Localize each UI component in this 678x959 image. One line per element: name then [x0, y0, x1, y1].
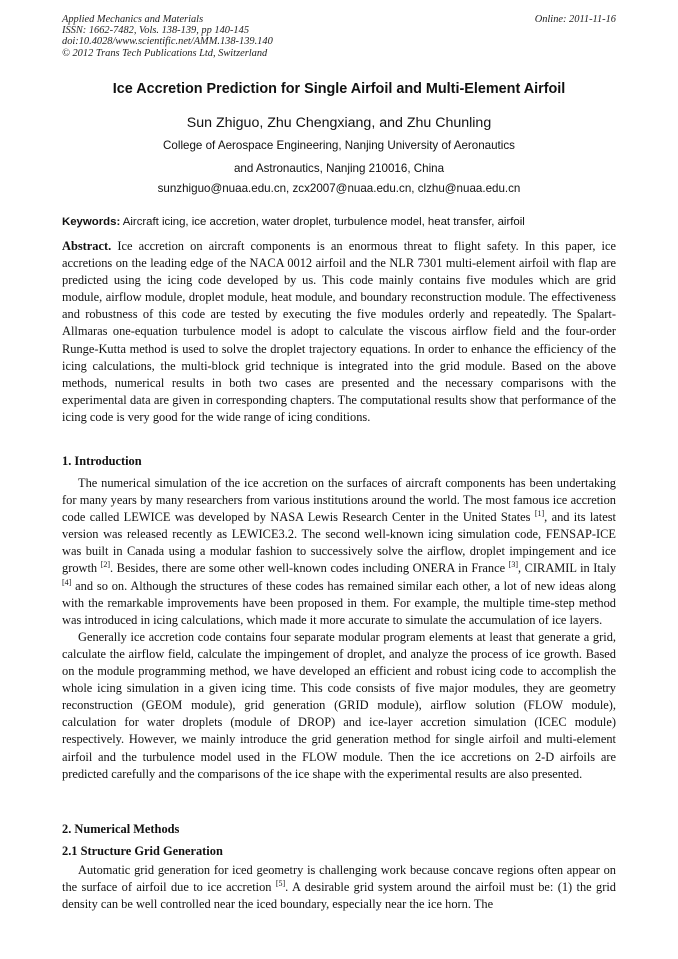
text-run: , CIRAMIL in Italy	[518, 561, 617, 576]
abstract-label: Abstract.	[62, 239, 112, 253]
text-run: The numerical simulation of the ice accretion on the surfaces of aircraft components has been undertaking for many years by many researchers from various institutions around the world. The most famous ice accretion code called LEWICE was developed by NASA Lewis Research Center in the United States	[62, 476, 616, 525]
grid-generation-body	[62, 862, 616, 913]
citation-ref[interactable]: [5]	[275, 879, 286, 889]
keywords	[62, 216, 622, 228]
citation-ref[interactable]: [1]	[534, 509, 545, 519]
issn-info: ISSN: 1662-7482, Vols. 138-139, pp 140-145	[62, 25, 250, 37]
publication-header	[62, 14, 616, 59]
section-heading-numerical-methods: 2. Numerical Methods	[62, 822, 180, 836]
citation-ref[interactable]: [2]	[100, 560, 111, 570]
abstract	[62, 238, 616, 426]
introduction-paragraph-1	[62, 475, 616, 629]
text-run: , and its latest version was released recently as LEWICE3.2. The second well-known icing simulation code, FENSAP-ICE was built in Canada using a modular fashion to successively solve the airflow, droplet impingement and ice growth	[62, 510, 616, 576]
affiliation-line-1: College of Aerospace Engineering, Nanjing University of Aeronautics	[163, 139, 515, 152]
keywords-label: Keywords:	[62, 216, 121, 228]
subsection-heading-grid-generation: 2.1 Structure Grid Generation	[62, 844, 223, 858]
text-run: . Besides, there are some other well-known codes including ONERA in France	[110, 561, 509, 576]
author-list: Sun Zhiguo, Zhu Chengxiang, and Zhu Chunling	[186, 115, 492, 131]
journal-name: Applied Mechanics and Materials	[62, 14, 204, 25]
online-date: Online: 2011-11-16	[534, 14, 616, 25]
introduction-paragraph-2: Generally ice accretion code contains four separate modular program elements at least that generate a grid, calculate the airflow field, calculate the impingement of droplet, and analyze the process of ice growth. Based on the module programming method, we have developed an efficient and robust icing code to accomplish the whole icing simulation in a given icing time. This code consists of five major modules, they are geometry reconstruction (GEOM module), grid generation (GRID module), airflow solution (FLOW module), calculation for water droplets (module of DROP) and ice-layer accretion simulation (ICEC module) respectively. However, we mainly introduce the grid generation method for single airfoil and multi-element airfoil and the turbulence model used in the FLOW module. Then the ice accretions on 2-D airfoils are predicted carefully and the comparisons of the ice shape with the experimental results are also presented.	[62, 629, 616, 781]
citation-ref[interactable]: [3]	[508, 560, 518, 570]
author-emails[interactable]: sunzhiguo@nuaa.edu.cn, zcx2007@nuaa.edu.cn, clzhu@nuaa.edu.cn	[157, 182, 521, 195]
keywords-text: Aircraft icing, ice accretion, water droplet, turbulence model, heat transfer, airfoil	[120, 216, 525, 228]
section-heading-introduction: 1. Introduction	[62, 454, 142, 468]
citation-ref[interactable]: [4]	[62, 577, 72, 587]
doi-link[interactable]: doi:10.4028/www.scientific.net/AMM.138-139.140	[62, 36, 273, 48]
grid-generation-paragraph	[62, 862, 616, 913]
copyright-notice: © 2012 Trans Tech Publications Ltd, Switzerland	[62, 47, 268, 59]
affiliation-line-2: and Astronautics, Nanjing 210016, China	[233, 162, 445, 175]
paper-title: Ice Accretion Prediction for Single Airfoil and Multi-Element Airfoil	[112, 81, 566, 97]
text-run: Automatic grid generation for iced geometry is challenging work because concave regions often appear on the surface of airfoil due to ice accretion	[62, 863, 616, 895]
text-run: . A desirable grid system around the airfoil must be: (1) the grid density can be well controlled near the iced boundary, especially near the ice horn. The	[62, 880, 616, 912]
abstract-text: Ice accretion on aircraft components is an enormous threat to flight safety. In this paper, ice accretions on the leading edge of the NACA 0012 airfoil and the NLR 7301 multi-element airfoil with flap are predicted using the icing code developed by us. This code mainly contains five modules which are grid module, airflow module, droplet module, heat module, and boundary reconstruction module. The effectiveness and robustness of this code are tested by executing the five modules orderly and repeatedly. The Spalart-Allmaras one-equation turbulence model is adopt to calculate the viscous airflow field and the four-order Runge-Kutta method is used to solve the droplet trajectory equations. In order to enhance the efficiency of the icing calculations, the multi-block grid technique is integrated into the grid module. Based on the above methods, numerical results in both two cases are presented and the necessary comparisons with the experimental data are given in corresponding chapters. The computational results show that performance of the icing code is very good for the wide range of icing conditions.	[62, 239, 616, 424]
introduction-body	[62, 475, 616, 783]
text-run: and so on. Although the structures of these codes has remained similar each other, a lot of new ideas along with the remarkable improvements have been proposed in them. For example, the multiple time-step method was introduced in icing calculations, which made it more accurate to simulate the accumulation of ice layers.	[62, 578, 616, 627]
